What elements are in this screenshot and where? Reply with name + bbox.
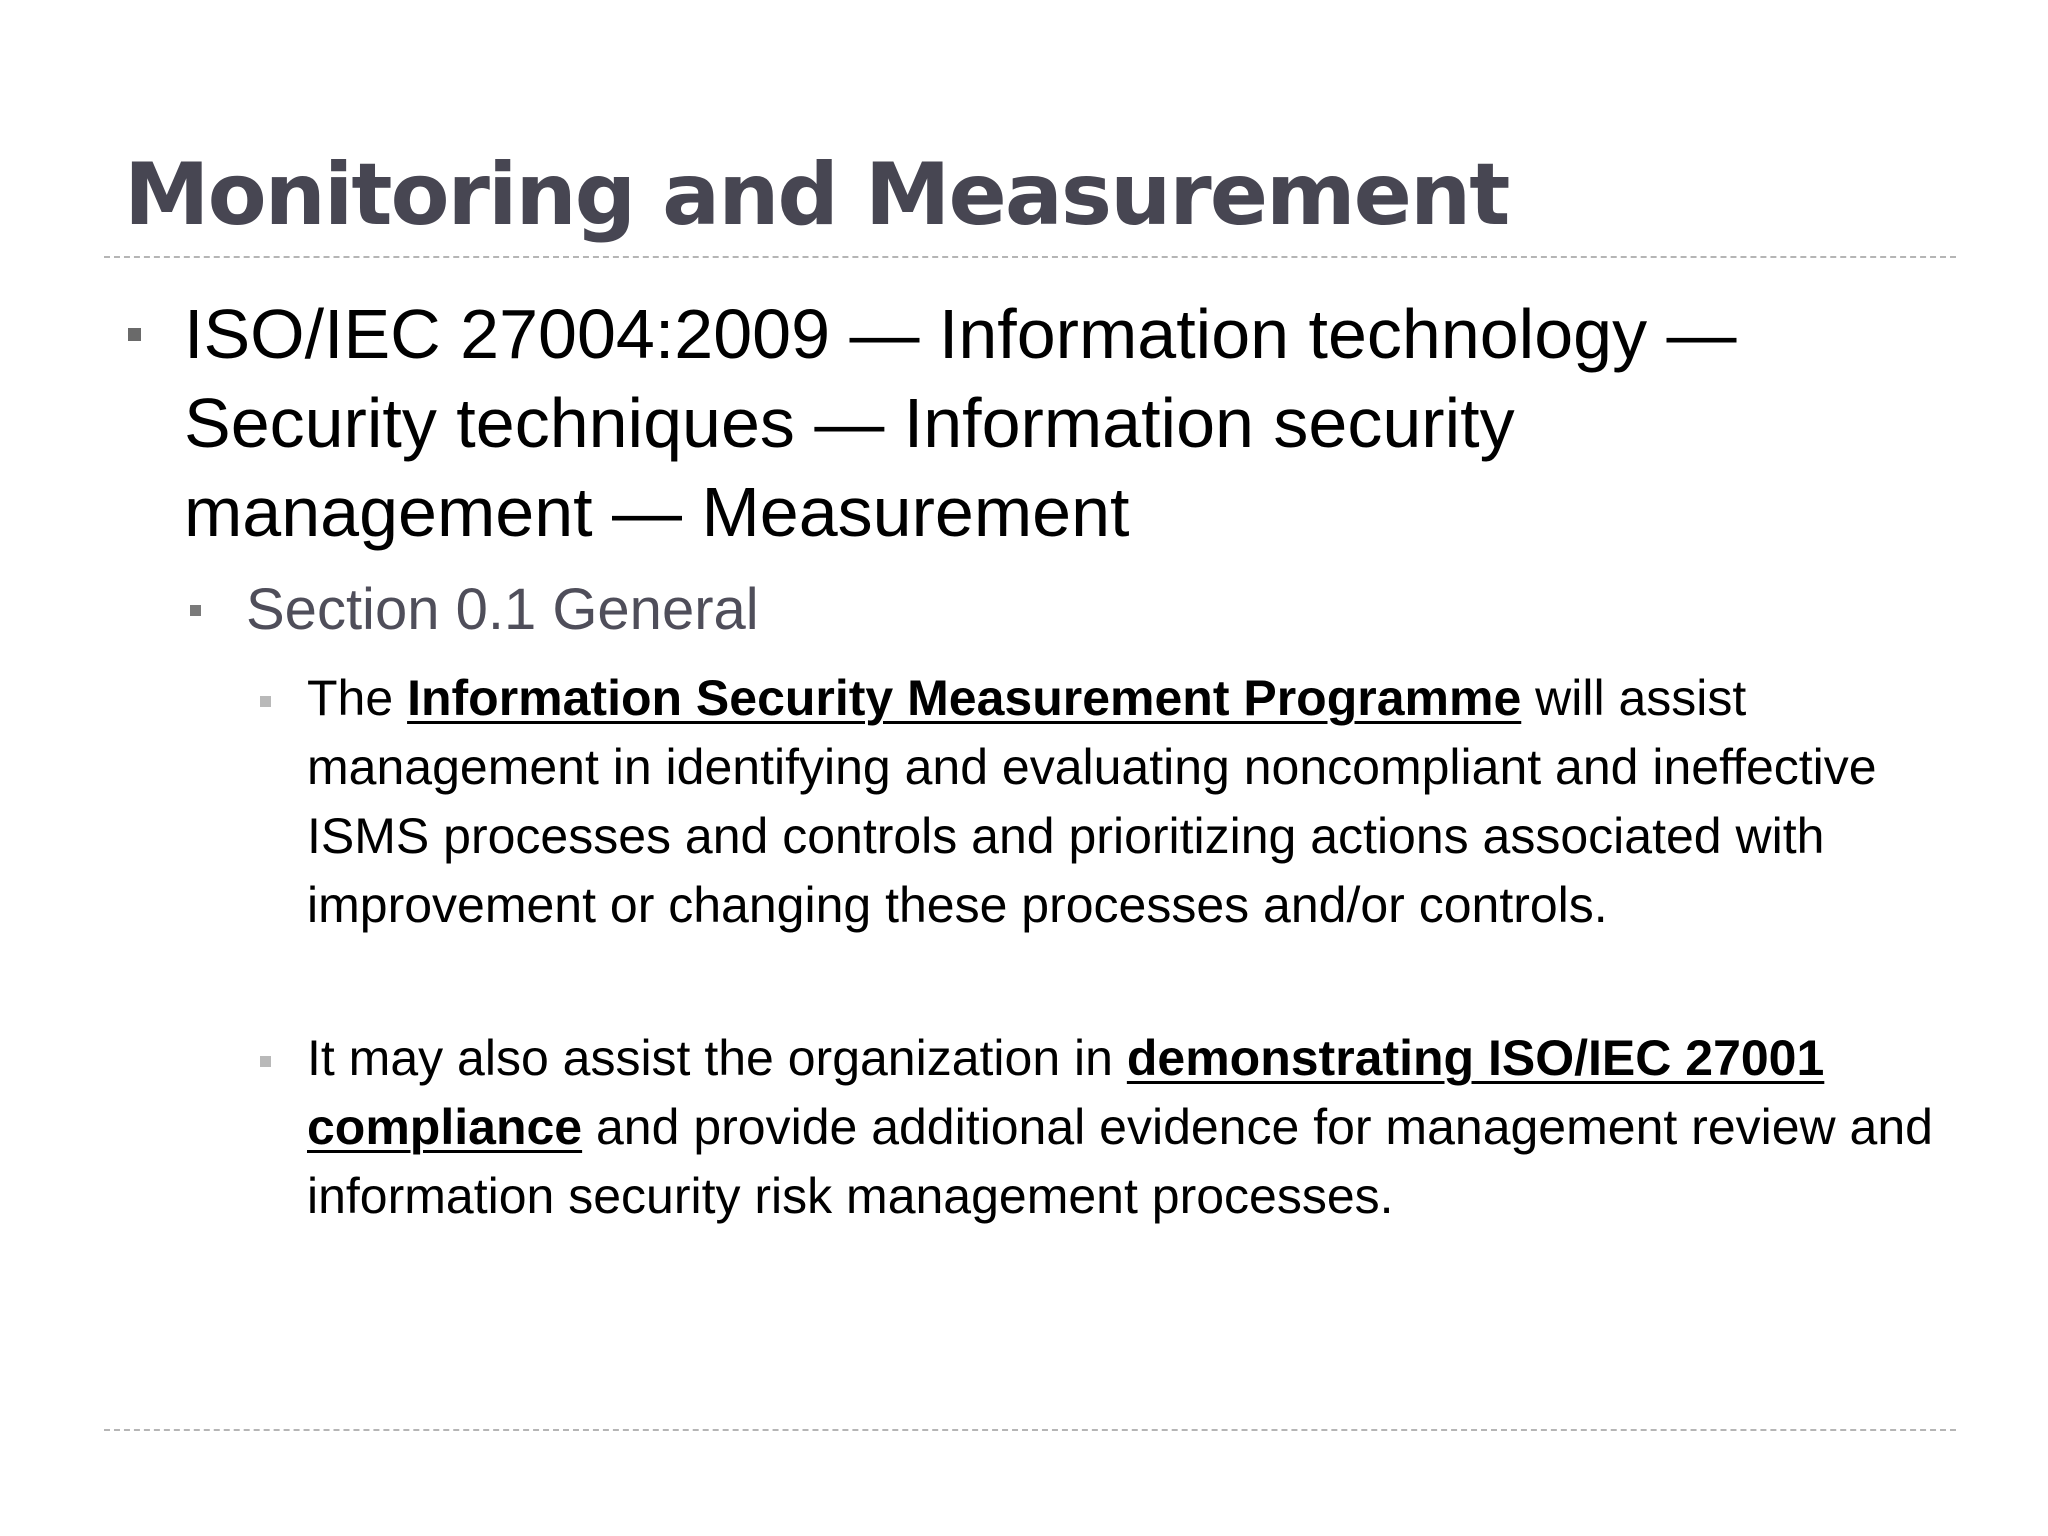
footer-divider — [104, 1429, 1956, 1431]
level3-bullet-compliance — [307, 1024, 1947, 1231]
square-bullet-icon — [128, 328, 141, 341]
level3-bullet-programme — [307, 664, 1947, 940]
square-bullet-icon — [260, 1056, 271, 1067]
bullet-text-lead: It may also assist the organization in — [307, 1030, 1127, 1086]
bullet-text-lead: The — [307, 670, 408, 726]
title-divider — [104, 256, 1956, 258]
level1-bullet-text: ISO/IEC 27004:2009 — Information technology — Security techniques — Information security management — Measurement — [184, 295, 1737, 551]
bullet-text-rest: and provide additional evidence for management review and information security risk management processes. — [307, 1099, 1933, 1224]
emphasis-measurement-programme: Information Security Measurement Programme — [407, 670, 1522, 726]
slide-title: Monitoring and Measurement — [124, 145, 1509, 245]
square-bullet-icon — [190, 605, 201, 616]
square-bullet-icon — [260, 696, 271, 707]
level2-bullet-text: Section 0.1 General — [246, 577, 759, 642]
bullet-text-rest: will assist management in identifying and evaluating noncompliant and ineffective ISMS processes and controls and prioritizing actions associated with improvement or changing these processes and/or controls. — [307, 670, 1877, 933]
emphasis-27001-compliance: demonstrating ISO/IEC 27001 compliance — [307, 1030, 1825, 1155]
